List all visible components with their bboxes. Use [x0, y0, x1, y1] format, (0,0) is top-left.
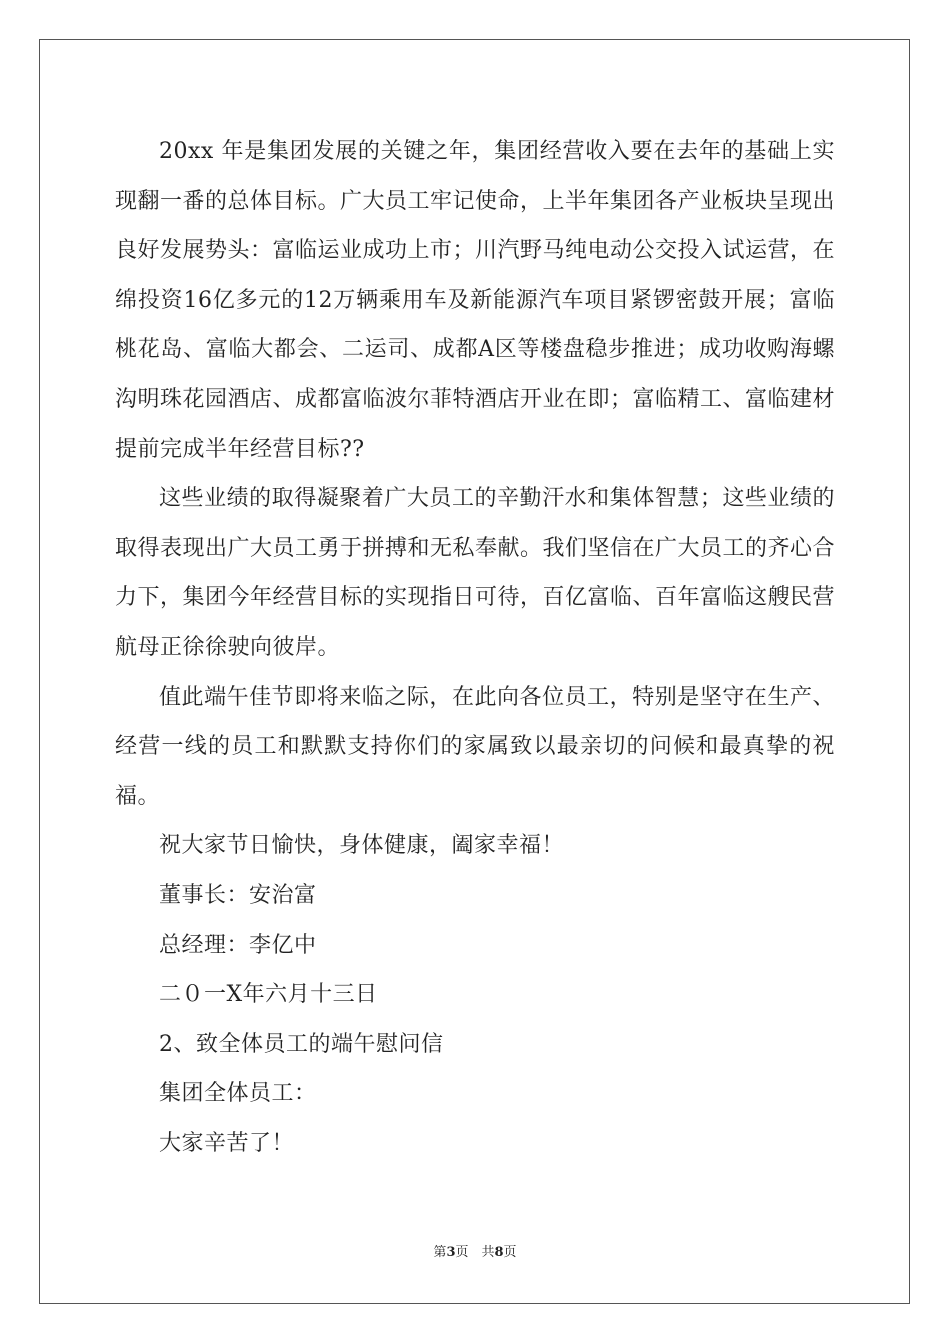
section-title: 2、致全体员工的端午慰问信: [159, 1031, 444, 1057]
footer-mid: 页 共: [455, 1245, 495, 1260]
letter-salutation: 集团全体员工：: [159, 1081, 317, 1107]
paragraph-achievements: 20xx 年是集团发展的关键之年，集团经营收入要在去年的基础上实现翻一番的总体目标。广大员工牢记使命，上半年集团各产业板块呈现出良好发展势头：富临运业成功上市；川汽野马纯电动公交投入试运营，在绵投资16亿多元的12万辆乘用车及新能源汽车项目紧锣密鼓开展；富临桃花岛、富临大都会、二运司、成都A区等楼盘稳步推进；成功收购海螺沟明珠花园酒店、成都富临波尔菲特酒店开业在即；富临精工、富临建材提前完成半年经营目标??: [115, 139, 836, 462]
page-footer: [0, 1245, 950, 1261]
footer-prefix: 第: [433, 1245, 447, 1260]
paragraph-gratitude: 这些业绩的取得凝聚着广大员工的辛勤汗水和集体智慧；这些业绩的取得表现出广大员工勇于拼搏和无私奉献。我们坚信在广大员工的齐心合力下，集团今年经营目标的实现指日可待，百亿富临、百年富临这艘民营航母正徐徐驶向彼岸。: [115, 486, 836, 660]
signature-chairman: 董事长：安治富: [159, 882, 317, 908]
letter-date: 二０一X年六月十三日: [159, 982, 378, 1008]
document-body: [115, 127, 835, 1168]
signature-general-manager: 总经理：李亿中: [159, 932, 317, 958]
closing-wishes: 祝大家节日愉快，身体健康，阖家幸福！: [159, 833, 565, 859]
paragraph-greetings: 值此端午佳节即将来临之际，在此向各位员工，特别是坚守在生产、经营一线的员工和默默支持你们的家属致以最亲切的问候和最真挚的祝福。: [115, 684, 835, 809]
letter-greeting: 大家辛苦了！: [159, 1130, 295, 1156]
footer-page-current: 3: [446, 1245, 456, 1260]
footer-page-total: 8: [494, 1245, 504, 1260]
footer-suffix: 页: [503, 1245, 517, 1260]
